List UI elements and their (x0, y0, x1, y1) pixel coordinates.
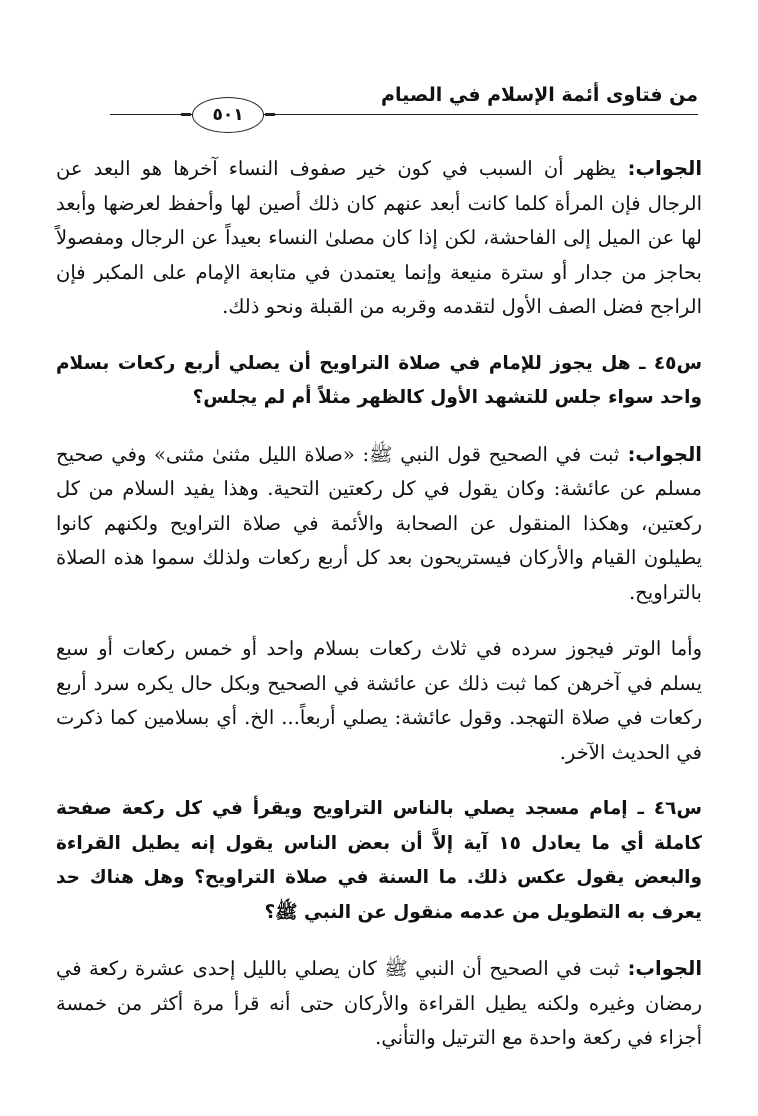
answer-text: ثبت في الصحيح قول النبي ﷺ: «صلاة الليل مثنىٰ مثنى» وفي صحيح مسلم عن عائشة: وكان يقول في كل ركعتين التحية. وهذا يفيد السلام من كل ركعتين، وهكذا المنقول عن الصحابة والأئمة في صلاة التراويح ولكنهم كانوا يطيلون القيام والأركان فيستريحون بعد كل أربع ركعات ولذلك سموا هذه الصلاة بالتراويح. (56, 442, 702, 604)
answer-label: الجواب: (615, 157, 703, 180)
witr-paragraph: وأما الوتر فيجوز سرده في ثلاث ركعات بسلام واحد أو خمس ركعات أو سبع يسلم في آخرهن كما ثبت ذلك عن عائشة في الصحيح وبكل حال يكره سرد أربع ركعات في صلاة التهجد. وقول عائشة: يصلي أربعاً... الخ. أي بسلامين كما ذكرت في الحديث الآخر. (56, 637, 703, 764)
page-body (56, 152, 702, 1056)
answer-paragraph-1 (56, 152, 702, 325)
question-45: س٤٥ ـ هل يجوز للإمام في صلاة التراويح أن يصلي أربع ركعات بسلام واحد سواء جلس للتشهد الأول كالظهر مثلاً أم لم يجلس؟ (56, 352, 702, 408)
answer-paragraph-2 (56, 438, 702, 611)
answer-label: الجواب: (619, 442, 702, 466)
page-number: ٥٠١ (192, 97, 264, 133)
running-header (110, 84, 698, 125)
answer-text: يظهر أن السبب في كون خير صفوف النساء آخرها هو البعد عن الرجال فإن المرأة كلما كانت أبعد عنهم كان ذلك أصين لها وأحفظ لعرضها وأبعد لها عن الميل إلى الفاحشة، لكن إذا كان مصلىٰ النساء بعيداً عن الرجال ومفصولاً بحاجز من جدار أو سترة منيعة وإنما يعتمدن في متابعة الإمام على المكبر فإن الراجح فضل الصف الأول لتقدمه وقربه من القبلة ونحو ذلك. (56, 157, 703, 318)
answer-label: الجواب: (619, 957, 702, 980)
question-46: س٤٦ ـ إمام مسجد يصلي بالناس التراويح ويقرأ في كل ركعة صفحة كاملة أي ما يعادل ١٥ آية إلاَّ أن بعض الناس يقول إنه يطيل القراءة والبعض يقول عكس ذلك. ما السنة في صلاة التراويح؟ وهل هناك حد يعرف به التطويل من عدمه منقول عن النبي ﷺ؟ (56, 798, 702, 923)
running-title: من فتاوى أئمة الإسلام في الصيام (381, 84, 698, 106)
answer-text: ثبت في الصحيح أن النبي ﷺ كان يصلي بالليل إحدى عشرة ركعة في رمضان وغيره ولكنه يطيل القراءة والأركان حتى أنه قرأ مرة أكثر من خمسة أجزاء في ركعة واحدة مع الترتيل والتأني. (56, 957, 702, 1049)
answer-paragraph-3 (56, 952, 702, 1056)
